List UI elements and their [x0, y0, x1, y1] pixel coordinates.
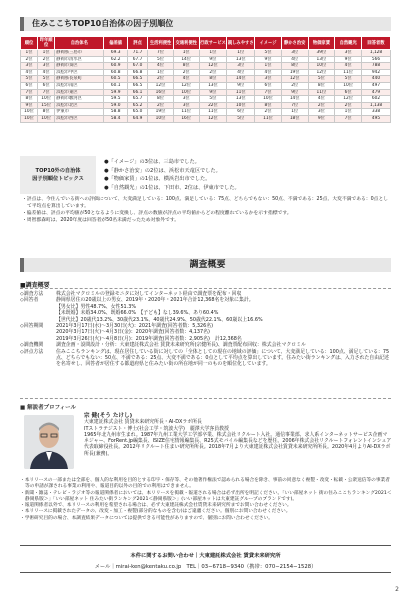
table-row — [21, 76, 391, 83]
note-item: ・偏差値は、評点の平均値が50となるように変換し、評点の数値が評点の平均値からどの程度離れているかを示す指標です。 — [22, 211, 292, 216]
table-cell: 8位 — [173, 63, 199, 70]
table-cell: 12位 — [173, 82, 199, 89]
table-cell: 4位 — [21, 69, 38, 76]
column-header: 昨年順位 — [38, 37, 55, 50]
table-cell: 66.5 — [127, 76, 147, 83]
profile-name: 宗 健(そう たけし) — [84, 413, 133, 419]
table-cell: 479 — [362, 89, 391, 96]
table-cell: 11位 — [199, 109, 227, 116]
table-cell: 6位 — [255, 82, 282, 89]
contact-details[interactable]: メール｜mirai-ken@kentaku.co.jp TEL｜03−6718−9340（携帯：070−2154−1528） — [94, 564, 317, 570]
overview-value: 住みここちランキングは、現在居住している街に対しての「全体としての現在の地域の評価」について、大変満足している：100点、満足している：75点、どちらでもない：50点、不満である：25点、大変不満である：0点として平均点を算出しています。住みたい街ランキングは、入力された自由記述を名寄せし、回答者が居住する都道府県と住みたい街の所在地が同一のものを順位化しています。 — [56, 348, 390, 368]
table-cell: 10位 — [21, 109, 38, 116]
table-cell: 5位 — [199, 96, 227, 103]
table-cell: 2位 — [148, 76, 174, 83]
usage-note: ・本リリースの一部または全部を、個人的な利用を目的とする印字・保存等、その他著作権法で認められる場合を除き、事前の同意なく複製・改変・転載・公衆送信等の事業者等の申請が課される事業の利用や、報道目的以外の目的での利用はできません。 — [20, 478, 390, 490]
table-cell: 2位 — [148, 102, 174, 109]
note-item: ・周智郡森町は、2020年度は回答者が50名未満だったため対象外です。 — [22, 218, 180, 223]
table-cell: 9位 — [227, 82, 255, 89]
note-item: ・評点は、今住んでいる街への評価について、大変満足している：100点、満足している：75点、どちらでもない：50点、不満である：25点、大変不満である：0点として平均点を算出しています。 — [22, 197, 389, 209]
table-cell: 2位 — [173, 69, 199, 76]
table-cell: 2位 — [255, 109, 282, 116]
table-cell: 1位 — [148, 69, 174, 76]
column-header: イメージ — [255, 37, 282, 50]
topics-box — [20, 156, 391, 194]
table-cell: 13位 — [227, 56, 255, 63]
table-cell: 10位 — [21, 115, 38, 122]
overview-key: ◇回答者 — [20, 297, 39, 304]
table-cell: 8位 — [199, 76, 227, 83]
overview-value: 調査企画・設問設計・分析：大東建託株式会社 賃貸未来研究所(宗健所長)、調査票配布回収：株式会社マクロミル — [56, 342, 306, 349]
table-cell: 11位 — [335, 69, 362, 76]
overview-value: 2021年3月17日(水)〜3月30日(火)：2021年調査(回答者数：5,326名) — [56, 323, 214, 330]
table-row — [21, 96, 391, 103]
topics-label — [20, 156, 96, 194]
table-cell: 3位 — [173, 96, 199, 103]
overview-key: ◇調査方法 — [20, 291, 44, 297]
topic-item: ●「静かさ治安」の2位は、浜松市天竜区でした。 — [104, 167, 221, 174]
page-number: 2 — [395, 586, 399, 593]
table-cell: 5位 — [255, 50, 282, 57]
table-cell: 602 — [362, 96, 391, 103]
table-cell: 2位 — [199, 69, 227, 76]
column-header: 自然観光 — [335, 37, 362, 50]
table-cell: 16位 — [173, 115, 199, 122]
table-cell: 3位 — [255, 76, 282, 83]
table-cell: 伊東市 — [55, 109, 104, 116]
table-cell: 1位 — [227, 50, 255, 57]
table-cell: 4位 — [335, 63, 362, 70]
divider — [20, 398, 391, 399]
table-cell: 13位 — [227, 96, 255, 103]
table-cell: 7位 — [21, 89, 38, 96]
table-row — [21, 102, 391, 109]
table-cell: 1位 — [199, 50, 227, 57]
table-cell: 1位 — [21, 50, 38, 57]
table-cell: 9位 — [335, 56, 362, 63]
table-cell: 7位 — [148, 50, 174, 57]
table-cell: 9位 — [199, 89, 227, 96]
table-cell: 10位 — [255, 96, 282, 103]
table-cell: 4位 — [148, 63, 174, 70]
column-header: 偏差値 — [104, 37, 128, 50]
table-cell: 15位 — [38, 102, 55, 109]
overview-value: 【男女比】男性48.7%、女性51.3% — [56, 303, 136, 310]
overview-section-title: 調査概要 — [20, 258, 391, 272]
table-cell: 10位 — [38, 115, 55, 122]
table-cell: 58.4 — [104, 115, 128, 122]
table-cell: 7位 — [281, 102, 308, 109]
table-cell: 9位 — [281, 89, 308, 96]
table-cell: 1位 — [173, 50, 199, 57]
table-cell: 65.7 — [127, 96, 147, 103]
table-cell: 338 — [362, 109, 391, 116]
table-cell: 10位 — [173, 89, 199, 96]
table-cell: 67.0 — [127, 63, 147, 70]
table-cell: 3位 — [38, 63, 55, 70]
table-cell: 浜松市中区 — [55, 69, 104, 76]
table-cell: 8位 — [281, 63, 308, 70]
table-cell: 39位 — [308, 50, 335, 57]
column-header: 親しみやすさ — [227, 37, 255, 50]
table-cell: 静岡市葵区 — [55, 63, 104, 70]
table-cell: 8位 — [38, 109, 55, 116]
overview-value: 株式会社マクロミルの登録モニタに対してインターネット経由で調査票を配布・回収 — [56, 291, 242, 297]
table-cell: 7位 — [255, 89, 282, 96]
table-cell: 12位 — [148, 82, 174, 89]
table-cell: 1位 — [281, 109, 308, 116]
table-cell: 7位 — [38, 89, 55, 96]
topics-label-line1: TOP10外の自治体 — [35, 168, 81, 174]
topics-list — [104, 158, 384, 192]
table-cell: 60.9 — [104, 63, 128, 70]
profile-text — [84, 413, 392, 457]
author-photo — [24, 415, 74, 469]
ranking-notes — [22, 196, 392, 224]
table-cell: 10位 — [38, 96, 55, 103]
topic-item: ●「物価家賃」の1位は、横浜岩出市でした。 — [104, 176, 211, 182]
table-cell: 浜松市南区 — [55, 82, 104, 89]
table-cell: 16位 — [148, 89, 174, 96]
overview-key: ◇調査機関 — [20, 342, 44, 349]
table-cell: 6位 — [227, 109, 255, 116]
table-row — [21, 56, 391, 63]
table-cell: 67.7 — [127, 56, 147, 63]
table-cell: 18位 — [281, 115, 308, 122]
usage-notes — [20, 478, 392, 522]
table-cell: 13位 — [199, 82, 227, 89]
usage-note: ・学術研究目的の場合、本調査結果データについては提供できる可能性がありますので、個別にお問い合わせください。 — [20, 515, 273, 521]
table-cell: 1位 — [38, 50, 55, 57]
table-cell: 1,128 — [362, 50, 391, 57]
table-cell: 566 — [362, 56, 391, 63]
table-cell: 静岡県長泉町 — [55, 76, 104, 83]
topic-item: ●「イメージ」の3位は、三島市でした。 — [104, 159, 200, 165]
table-cell: 2位 — [335, 102, 362, 109]
table-row — [21, 109, 391, 116]
table-cell: 66.1 — [127, 89, 147, 96]
table-cell: 浜松市西区 — [55, 115, 104, 122]
table-row — [21, 69, 391, 76]
column-header: 回答者数 — [362, 37, 391, 50]
table-cell: 58.8 — [104, 109, 128, 116]
table-cell: 8位 — [148, 96, 174, 103]
ranking-section-title: 住みここちTOP10自治体の因子別順位 — [20, 17, 391, 31]
table-cell: 19位 — [281, 69, 308, 76]
overview-list — [20, 291, 392, 368]
table-cell: 62.2 — [104, 56, 128, 63]
table-cell: 497 — [362, 82, 391, 89]
profile-line: 1965年北九州市生まれ。1987年九州工業大学工学部卒業、株式会社リクルート入社。通信事業部、求人系インターネットサービス企画マネジャー、ForRent.jp編集長、ISIZE住宅情報編集長、R25式モバイル編集長などを歴任。2006年株式会社リクルートフォレントインシュア代表取締役社長。2012年リクルート住まい研究所所長。2018年7月より大東建託株式会社賃貸未来研究所所長。2020年4月よりAI-DXラボ所長(兼務)。 — [84, 431, 392, 457]
table-cell: 3位 — [281, 50, 308, 57]
table-cell: 4位 — [255, 69, 282, 76]
table-cell: 3位 — [173, 102, 199, 109]
ranking-header-row — [21, 37, 391, 50]
table-cell: 2位 — [281, 82, 308, 89]
table-cell: 8位 — [255, 102, 282, 109]
table-cell: 4位 — [281, 56, 308, 63]
table-cell: 5位 — [148, 56, 174, 63]
table-cell: 64.9 — [127, 115, 147, 122]
divider — [20, 288, 391, 289]
overview-row — [20, 349, 392, 368]
table-cell: 60.5 — [104, 76, 128, 83]
topic-item: ●「自然観光」の1位は、下田市、2位は、伊東市でした。 — [104, 184, 240, 191]
contact-title: 本件に関するお問い合わせ｜大東建託株式会社 賃貸未来研究所 — [130, 553, 281, 559]
table-cell: 6位 — [335, 89, 362, 96]
column-header: 物価家賃 — [308, 37, 335, 50]
column-header: 行政サービス — [199, 37, 227, 50]
table-cell: 9位 — [308, 115, 335, 122]
overview-key: ◇回答期間 — [20, 323, 44, 330]
table-cell: 19位 — [148, 109, 174, 116]
profile-line: 大東建託株式会社 賃貸未来研究所長・AI-DXラボ所長 — [84, 419, 202, 426]
overview-value: 【世代比】20歳代13.2%、30歳代23.1%、40歳代24.9%、50歳代22.1%、60歳以上16.6% — [56, 316, 263, 323]
table-cell: 12位 — [281, 76, 308, 83]
column-header: 静かさ治安 — [281, 37, 308, 50]
table-cell: 22位 — [199, 102, 227, 109]
table-cell: 10位 — [227, 102, 255, 109]
profile-line: ITストラテジスト・博士(社会工学・筑波大学) 麗澤大学客員教授 — [84, 425, 229, 432]
table-cell: 5位 — [308, 76, 335, 83]
table-cell: 3位 — [335, 50, 362, 57]
table-cell: 65.2 — [127, 102, 147, 109]
table-cell: 1,138 — [362, 102, 391, 109]
table-cell: 2位 — [21, 56, 38, 63]
table-cell: 浜松市東区 — [55, 89, 104, 96]
table-cell: 60.1 — [104, 82, 128, 89]
table-cell: 440 — [362, 76, 391, 83]
table-cell: 10位 — [148, 115, 174, 122]
table-cell: 4位 — [173, 76, 199, 83]
table-cell: 3位 — [227, 63, 255, 70]
ranking-table — [20, 36, 391, 123]
table-cell: 9位 — [21, 102, 38, 109]
usage-note: ・報道関係者以外で、本リリースの利用を希望される場合は、必ず大東建託株式会社賃貸未来研究所までお問い合わせください。 — [20, 503, 292, 509]
table-cell: 5位 — [21, 76, 38, 83]
column-header: 生活利便性 — [148, 37, 174, 50]
table-cell: 66.8 — [127, 69, 147, 76]
contact-box — [20, 545, 391, 573]
table-cell: 495 — [362, 115, 391, 122]
table-cell: 9位 — [199, 56, 227, 63]
table-cell: 11位 — [308, 89, 335, 96]
table-cell: 4位 — [38, 69, 55, 76]
table-cell: 12位 — [308, 69, 335, 76]
table-cell: 942 — [362, 69, 391, 76]
table-row — [21, 63, 391, 70]
usage-note: ・新聞・雑誌・テレビ・ラジオ等の報道関係者においては、本リリースを掲載・報道される場合は必ず出所を明記ください。「いい部屋ネット 街の住みここちランキング2021＜静岡県版＞」「いい部屋ネット 住みたい街ランキング2021＜静岡県版＞」(いい部屋ネットは大東建託グループのブランドです)。 — [20, 490, 392, 502]
table-cell: 8位 — [21, 96, 38, 103]
table-row — [21, 50, 391, 57]
table-cell: 9位 — [255, 56, 282, 63]
column-header: 評点 — [127, 37, 147, 50]
table-cell: 69.3 — [104, 50, 128, 57]
table-cell: 1位 — [255, 63, 282, 70]
table-row — [21, 115, 391, 122]
column-header: 順位 — [21, 37, 38, 50]
table-cell: 5位 — [335, 76, 362, 83]
table-cell: 13位 — [308, 56, 335, 63]
table-row — [21, 82, 391, 89]
table-cell: 71.7 — [127, 50, 147, 57]
table-cell: 2位 — [38, 56, 55, 63]
table-cell: 11位 — [255, 115, 282, 122]
table-cell: 3位 — [21, 63, 38, 70]
table-cell: 静岡県三島市 — [55, 50, 104, 57]
table-cell: 14位 — [173, 56, 199, 63]
overview-value: 2020年3月17日(火)〜4月3日(金)：2020年調査(回答者数：4,137名) — [56, 329, 210, 336]
column-header: 自治体名 — [55, 37, 104, 50]
overview-value: 【未既婚】未婚34.0%、既婚66.0% 【子ども】なし39.6%、あり60.4% — [56, 310, 219, 317]
table-cell: 788 — [362, 63, 391, 70]
table-cell: 6位 — [38, 82, 55, 89]
overview-value: 静岡県居住の20歳以上の男女、2019年・2020年・2021年合計12,368名を対象に集計。 — [56, 297, 254, 304]
table-cell: 5位 — [38, 76, 55, 83]
table-cell: 11位 — [173, 109, 199, 116]
table-cell: 6位 — [21, 82, 38, 89]
overview-key: ◇評点方法 — [20, 348, 44, 355]
table-cell: 10位 — [335, 82, 362, 89]
table-cell: 4位 — [308, 96, 335, 103]
table-cell: 静岡市清水区 — [55, 56, 104, 63]
table-cell: 59.9 — [104, 89, 128, 96]
table-cell: 1位 — [335, 109, 362, 116]
table-cell: 7位 — [335, 115, 362, 122]
topics-label-line2: 因子別順位トピックス — [32, 176, 84, 182]
table-cell: 静岡市駿河区 — [55, 96, 104, 103]
table-cell: 14位 — [281, 96, 308, 103]
table-cell: 12位 — [199, 115, 227, 122]
table-cell: 59.0 — [104, 102, 128, 109]
table-cell: 8位 — [308, 82, 335, 89]
table-cell: 10位 — [308, 63, 335, 70]
table-cell: 4位 — [227, 69, 255, 76]
table-cell: 65.0 — [127, 109, 147, 116]
table-cell: 12位 — [335, 96, 362, 103]
table-cell: 2位 — [308, 102, 335, 109]
table-cell: 14位 — [227, 76, 255, 83]
overview-value: 2019年3月26日(火)〜4月8日(月)：2019年調査(回答者数：2,905名) 計12,368名 — [56, 335, 242, 342]
table-row — [21, 89, 391, 96]
table-cell: 12位 — [199, 63, 227, 70]
table-cell: 5位 — [227, 115, 255, 122]
table-cell: 60.8 — [104, 69, 128, 76]
table-cell: 浜松市北区 — [55, 102, 104, 109]
usage-note: ・本リリースに掲載されたデータの、改変・加工・複製(部分的なものを含む)はご遠慮ください。個別にお問い合わせください。 — [20, 509, 291, 515]
overview-subheader: ■調査概要 — [20, 282, 50, 289]
table-cell: 11位 — [227, 89, 255, 96]
table-cell: 66.5 — [127, 82, 147, 89]
table-cell: 3位 — [308, 109, 335, 116]
table-cell: 59.5 — [104, 96, 128, 103]
column-header: 交通利便性 — [173, 37, 199, 50]
profile-header: ■ 解説者プロフィール — [20, 405, 77, 411]
